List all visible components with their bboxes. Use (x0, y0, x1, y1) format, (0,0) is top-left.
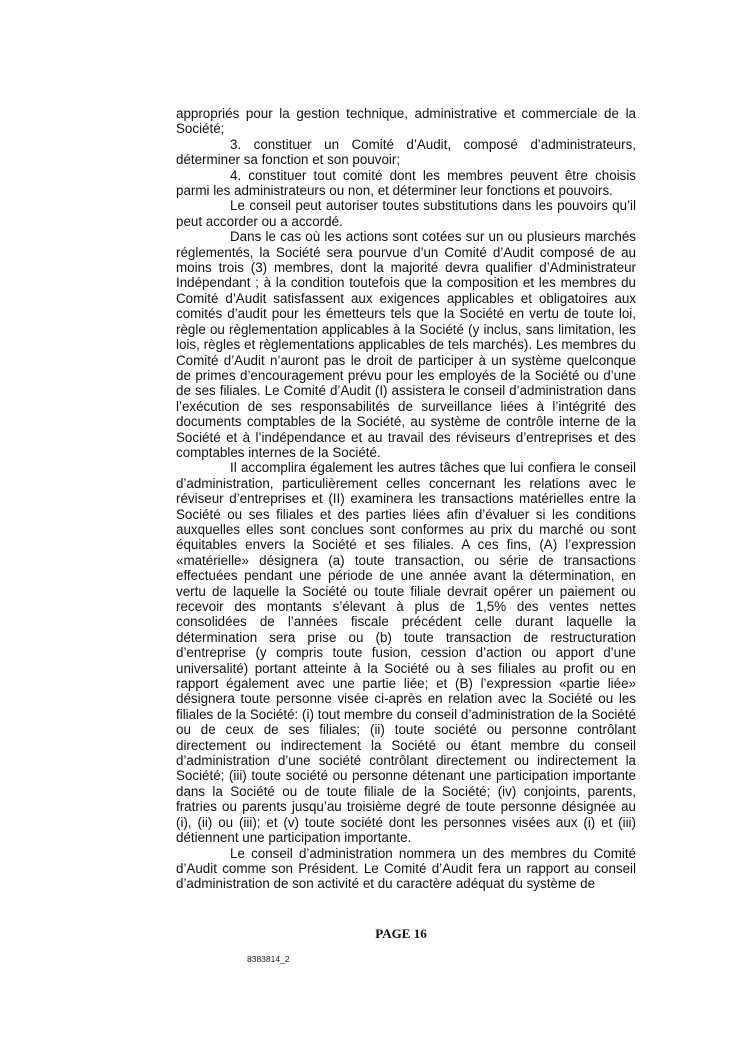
paragraph-president: Le conseil d’administration nommera un des membres du Comité d’Audit comme son Président. Le Comité d’Audit fera un rapport au conseil d’administration de son activité et du caractère adéquat du système de (176, 845, 636, 892)
document-reference: 8383814_2 (247, 954, 290, 964)
page-number: PAGE 16 (375, 926, 427, 941)
paragraph-continuation: appropriés pour la gestion technique, administrative et commerciale de la Société; (176, 106, 636, 137)
paragraph-audit-committee: Dans le cas où les actions sont cotées sur un ou plusieurs marchés réglementés, la Société sera pourvue d’un Comité d’Audit composé de au moins trois (3) membres, dont la majorité devra qualifier d’Administrateur Indépendant ; à la condition toutefois que la composition et les membres du Comité d’Audit satisfassent aux exigences applicables et obligatoires aux comités d’audit pour les émetteurs tels que la Société en vertu de toute loi, règle ou règlementation applicables à la Société (y inclus, sans limitation, les lois, règles et règlementations applicables de tels marchés). Les membres du Comité d’Audit n’auront pas le droit de participer à un système quelconque de primes d’encouragement prévu pour les employés de la Société ou d’une de ses filiales. Le Comité d’Audit (I) assistera le conseil d’administration dans l’exécution de ses responsabilités de surveillance liées à l’intégrité des documents comptables de la Société, au système de contrôle interne de la Société et à l’indépendance et au travail des réviseurs d’entreprises et des comptables internes de la Société. (176, 229, 636, 460)
paragraph-item-4: 4. constituer tout comité dont les membres peuvent être choisis parmi les administrateurs ou non, et déterminer leur fonctions et pouvoirs. (176, 167, 636, 199)
paragraph-item-3: 3. constituer un Comité d’Audit, composé d’administrateurs, déterminer sa fonction et son pouvoir; (176, 136, 636, 168)
paragraph-related-parties: Il accomplira également les autres tâches que lui confiera le conseil d’administration, particulièrement celles concernant les relations avec le réviseur d’entreprises et (II) examinera les transactions matérielles entre la Société ou ses filiales et des parties liées afin d’évaluer si les conditions auxquelles elles sont conclues sont conformes au prix du marché ou sont équitables envers la Société et ses filiales. A ces fins, (A) l’expression «matérielle» désignera (a) toute transaction, ou série de transactions effectuées pendant une période de une année avant la détermination, en vertu de laquelle la Société ou toute filiale devrait opérer un paiement ou recevoir des montants s’élevant à plus de 1,5% des ventes nettes consolidées de l’années fiscale précédent celle durant laquelle la détermination sera prise ou (b) toute transaction de restructuration d’entreprise (y compris toute fusion, cession d’action ou apport d’une universalité) portant atteinte à la Société ou à ses filiales au profit ou en rapport également avec une partie liée; et (B) l’expression «partie liée» désignera toute personne visée ci-après en relation avec la Société ou les filiales de la Société: (i) tout membre du conseil d’administration de la Société ou de ceux de ses filiales; (ii) toute société ou personne contrôlant directement ou indirectement la Société ou étant membre du conseil d’administration d’une société contrôlant directement ou indirectement la Société; (iii) toute société ou personne détenant une participation importante dans la Société ou de toute filiale de la Société; (iv) conjoints, parents, fratries ou parents jusqu’au troisième degré de toute personne désignée au (i), (ii) ou (iii); et (v) toute société dont les personnes visées aux (i) et (iii) détiennent une participation importante. (176, 460, 636, 846)
document-body (176, 106, 636, 892)
paragraph-substitutions: Le conseil peut autoriser toutes substitutions dans les pouvoirs qu’il peut accorder ou a accordé. (176, 198, 636, 229)
